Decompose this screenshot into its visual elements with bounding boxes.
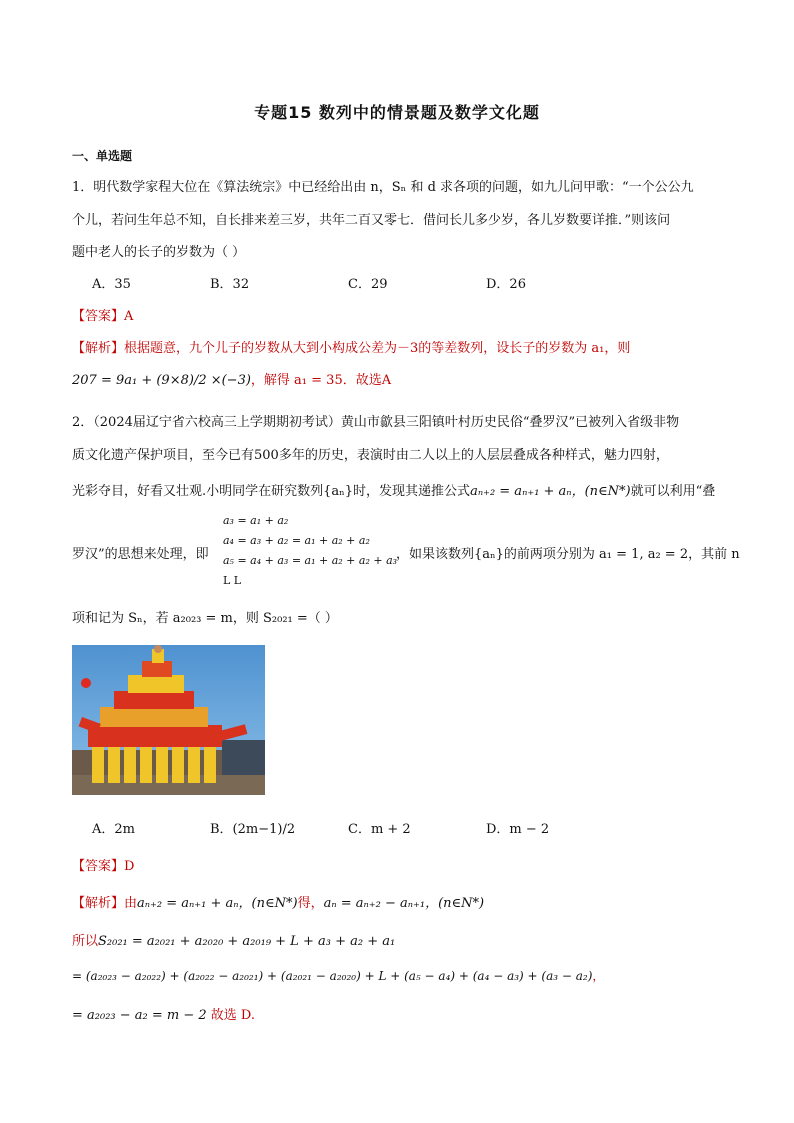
q2-analysis-line-3: [72, 967, 604, 984]
q2-system-row: a₃ = a₁ + a₂: [223, 514, 289, 527]
q1-line-3: 题中老人的长子的岁数为（ ）: [72, 245, 246, 260]
section-heading: 一、单选题: [72, 149, 133, 163]
q1-analysis-text: 根据题意，九个儿子的岁数从大到小构成公差为－3的等差数列，设长子的岁数为 a₁，则: [124, 341, 631, 356]
q2-option-d: D．m − 2: [486, 822, 550, 837]
q2-line-3-tail: 就可以利用“叠: [630, 484, 716, 499]
q2-analysis-recurrence: aₙ₊₂ = aₙ₊₁ + aₙ，(n∈N*): [137, 896, 298, 911]
q1-line-2: 个儿，若问生年总不知，自长排来差三岁，共年二百又零七．借问长儿多少岁，各儿岁数要详推．”则该问: [72, 213, 671, 228]
q2-line-5: 项和记为 Sₙ，若 a₂₀₂₃ = m，则 S₂₀₂₁ =（ ）: [72, 611, 338, 626]
q2-line-3: [72, 480, 715, 499]
page-title: 专题15 数列中的情景题及数学文化题: [254, 103, 540, 122]
q1-equation: 207 = 9a₁ + (9×8)/2 ×(−3): [72, 373, 251, 388]
q2-analysis-from: 由: [124, 896, 138, 911]
q2-line-4-right: ，如果该数列{aₙ}的前两项分别为 a₁ = 1, a₂ = 2，其前 n: [396, 547, 740, 562]
q1-option-b: B．32: [210, 277, 250, 292]
q2-analysis-so: 所以: [72, 934, 99, 949]
q2-comma: ，: [592, 969, 605, 983]
q1-option-c: C．29: [348, 277, 388, 292]
q1-line-1: 1．明代数学家程大位在《算法统宗》中已经给出由 n，Sₙ 和 d 求各项的问题，如九儿问甲歌：“一个公公九: [72, 180, 694, 195]
q2-analysis-line-4: [72, 1004, 255, 1023]
q1-analysis-line-2: [72, 369, 391, 388]
q2-analysis-line-2: [72, 930, 395, 949]
q2-line-2: 质文化遗产保护项目，至今已有500多年的历史，表演时由二人以上的人层层叠成各种样式，魅力四射，: [72, 448, 669, 463]
q2-system-row: L L: [223, 574, 242, 587]
q2-analysis-line-1: [72, 892, 484, 911]
q2-result: = a₂₀₂₃ − a₂ = m − 2: [72, 1008, 207, 1023]
q2-option-b: B．(2m−1)/2: [210, 822, 296, 837]
q2-answer: 【答案】D: [72, 859, 135, 874]
q1-option-d: D．26: [486, 277, 526, 292]
human-pyramid-photo: [72, 645, 265, 795]
q2-system-row: a₄ = a₃ + a₂ = a₁ + a₂ + a₂: [223, 534, 370, 547]
q2-sum-expression: S₂₀₂₁ = a₂₀₂₁ + a₂₀₂₀ + a₂₀₁₉ + L + a₃ + a₂ + a₁: [98, 934, 396, 949]
q1-analysis-label: 【解析】: [72, 341, 125, 356]
q2-analysis-get: 得，: [297, 896, 324, 911]
q2-option-c: C．m + 2: [348, 822, 411, 837]
q1-answer: 【答案】A: [72, 309, 134, 324]
q2-option-a: A．2m: [92, 822, 135, 837]
q1-analysis-line-1: [72, 337, 630, 356]
q2-analysis-label: 【解析】: [72, 896, 125, 911]
q2-line-1: 2．（2024届辽宁省六校高三上学期期初考试）黄山市歙县三阳镇叶村历史民俗“叠罗汉”已被列入省级非物: [72, 415, 680, 430]
q1-conclusion: ，解得 a₁ = 35．故选A: [250, 373, 392, 388]
q1-option-a: A．35: [92, 277, 131, 292]
q2-system-row: a₅ = a₄ + a₃ = a₁ + a₂ + a₂ + a₃: [223, 554, 398, 567]
q2-choose: 故选 D.: [210, 1008, 256, 1023]
q2-telescoping-sum: = (a₂₀₂₃ − a₂₀₂₂) + (a₂₀₂₂ − a₂₀₂₁) + (a₂₀₂₁ − a₂₀₂₀) + L + (a₅ − a₄) + (a₄ − a₃) + (a₃ − a₂): [72, 969, 593, 983]
q2-line-3-text: 光彩夺目，好看又壮观.小明同学在研究数列{aₙ}时，发现其递推公式: [72, 484, 471, 499]
q2-equation-system: [223, 511, 397, 591]
q2-analysis-rearranged: aₙ = aₙ₊₂ − aₙ₊₁，(n∈N*): [323, 896, 485, 911]
q2-line-4-left: 罗汉”的思想来处理，即: [72, 547, 209, 562]
q2-recurrence: aₙ₊₂ = aₙ₊₁ + aₙ，(n∈N*): [470, 484, 631, 499]
